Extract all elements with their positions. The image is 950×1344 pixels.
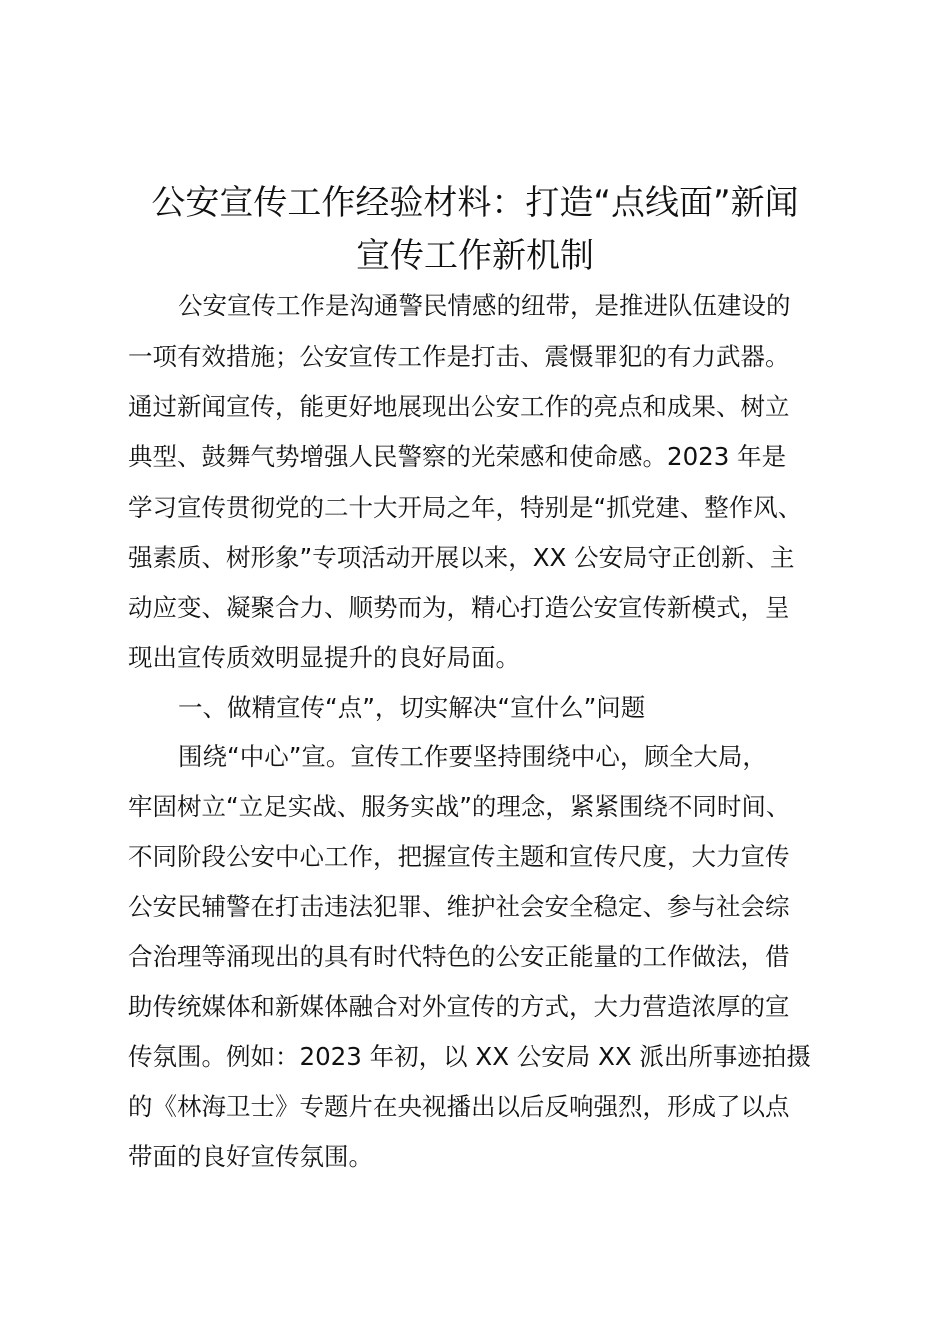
paragraph-line: 带面的良好宣传氛围。	[128, 1142, 373, 1171]
paragraph-line: 公安民辅警在打击违法犯罪、维护社会安全稳定、参与社会综	[128, 892, 790, 921]
paragraph-line: 围绕“中心”宣。宣传工作要坚持围绕中心，顾全大局，	[178, 742, 767, 771]
paragraph-line: 不同阶段公安中心工作，把握宣传主题和宣传尺度，大力宣传	[128, 842, 790, 871]
paragraph-line: 公安宣传工作是沟通警民情感的纽带，是推进队伍建设的	[178, 291, 791, 320]
document-title-line-2: 宣传工作新机制	[356, 236, 594, 276]
paragraph-line: 合治理等涌现出的具有时代特色的公安正能量的工作做法，借	[128, 942, 790, 971]
paragraph-line: 通过新闻宣传，能更好地展现出公安工作的亮点和成果、树立	[128, 392, 790, 421]
paragraph-line: 学习宣传贯彻党的二十大开局之年，特别是“抓党建、整作风、	[128, 493, 803, 522]
section-heading: 一、做精宣传“点”，切实解决“宣什么”问题	[178, 693, 646, 722]
paragraph-line: 现出宣传质效明显提升的良好局面。	[128, 643, 520, 672]
paragraph-line: 动应变、凝聚合力、顺势而为，精心打造公安宣传新模式，呈	[128, 593, 790, 622]
paragraph-line: 一项有效措施；公安宣传工作是打击、震慑罪犯的有力武器。	[128, 342, 790, 371]
paragraph-line: 牢固树立“立足实战、服务实战”的理念，紧紧围绕不同时间、	[128, 792, 791, 821]
document-title-line-1: 公安宣传工作经验材料：打造“点线面”新闻	[151, 183, 799, 223]
paragraph-line: 的《林海卫士》专题片在央视播出以后反响强烈，形成了以点	[128, 1092, 790, 1121]
paragraph-line: 强素质、树形象”专项活动开展以来，XX 公安局守正创新、主	[128, 543, 795, 572]
paragraph-line: 典型、鼓舞气势增强人民警察的光荣感和使命感。2023 年是	[128, 442, 787, 471]
paragraph-line: 传氛围。例如：2023 年初，以 XX 公安局 XX 派出所事迹拍摄	[128, 1042, 811, 1071]
paragraph-line: 助传统媒体和新媒体融合对外宣传的方式，大力营造浓厚的宣	[128, 992, 790, 1021]
